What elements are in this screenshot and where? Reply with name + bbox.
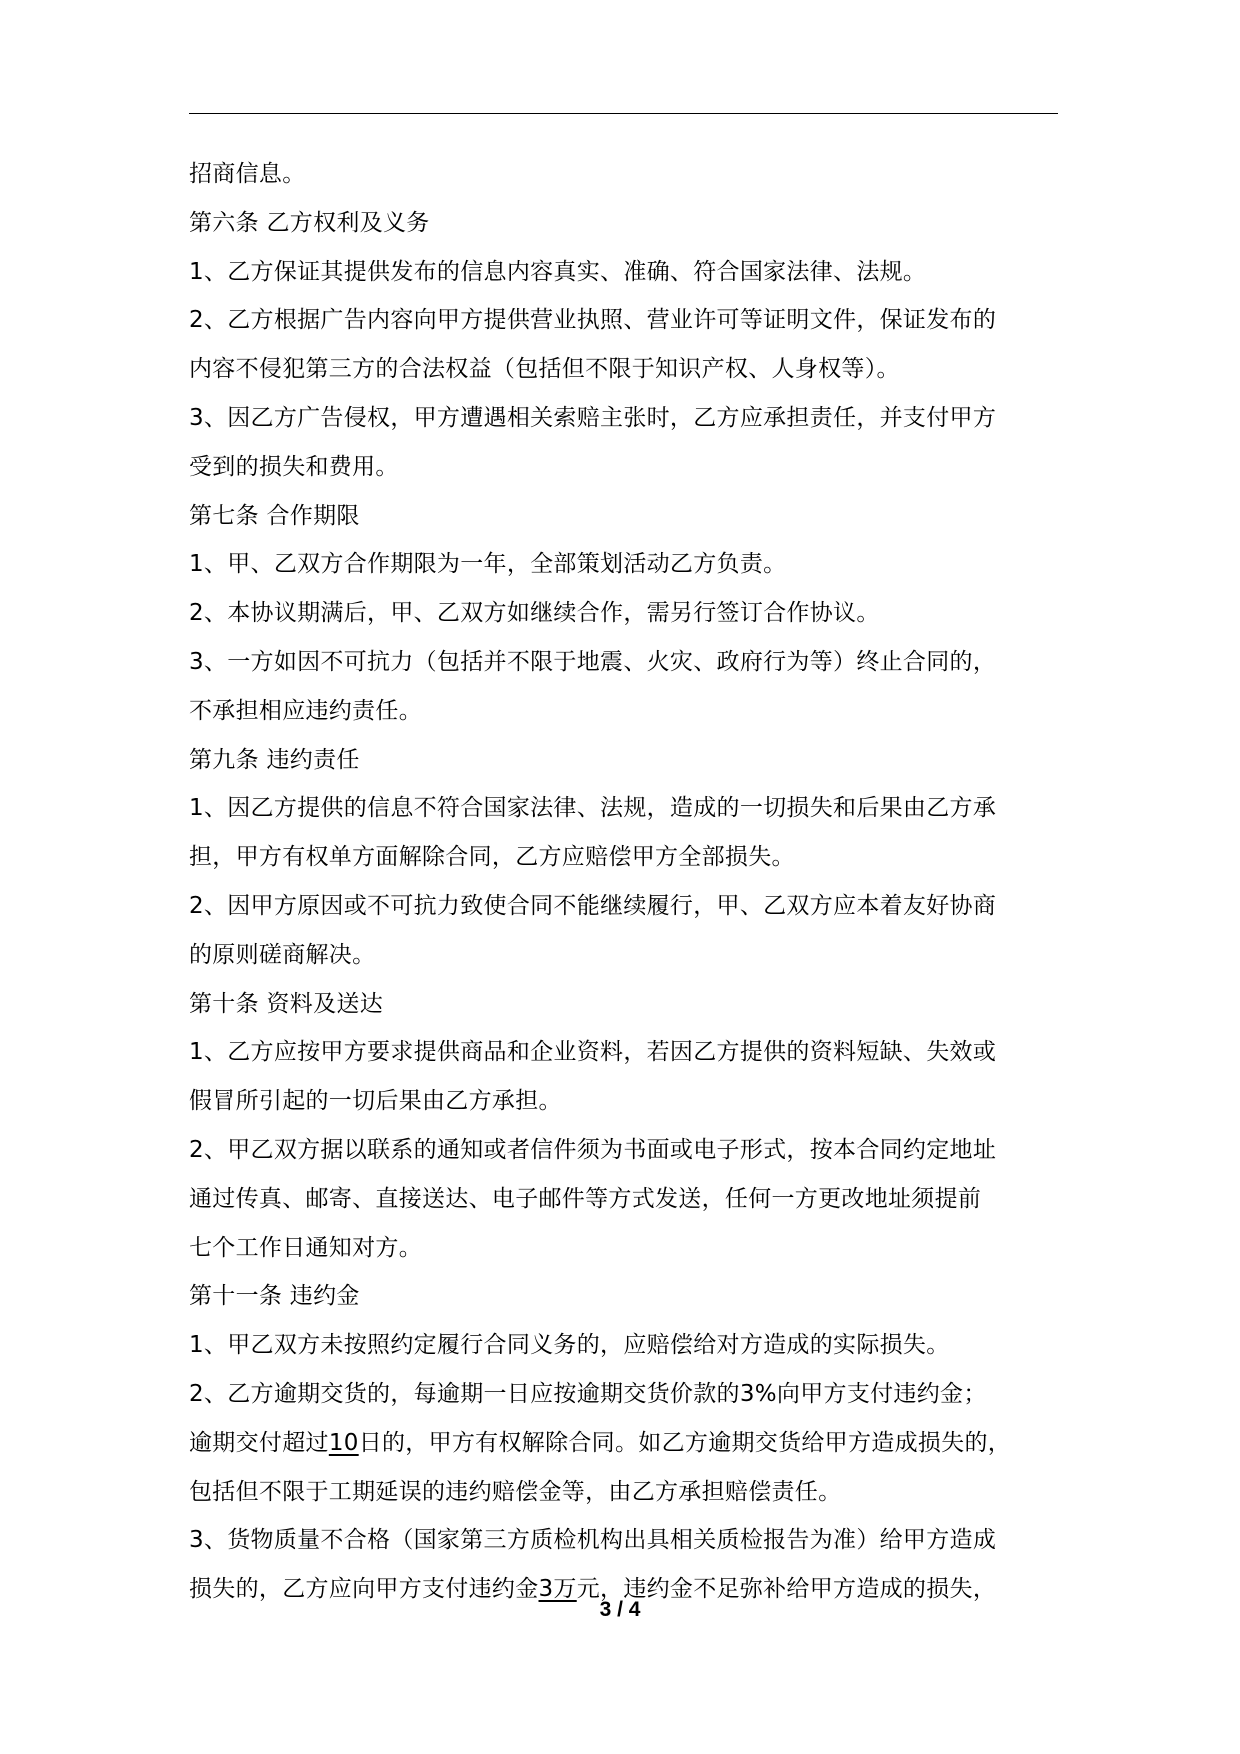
page-number: 3 / 4 [599,1598,641,1621]
text-segment: 元，违约金不足弥补给甲方造成的损失， [576,1576,997,1603]
section-heading: 第十条 资料及送达 [189,990,384,1017]
header-rule [189,113,1058,114]
text-line: 1、甲、乙双方合作期限为一年，全部策划活动乙方负责。 [189,551,787,578]
text-line: 担，甲方有权单方面解除合同，乙方应赔偿甲方全部损失。 [189,844,795,871]
section-heading: 第九条 违约责任 [189,746,360,773]
text-line: 通过传真、邮寄、直接送达、电子邮件等方式发送，任何一方更改地址须提前 [189,1185,982,1212]
underlined-days-value: 10 [328,1429,359,1456]
text-line: 七个工作日通知对方。 [189,1234,422,1261]
text-line: 2、乙方根据广告内容向甲方提供营业执照、营业许可等证明文件，保证发布的 [189,307,997,334]
text-line: 受到的损失和费用。 [189,453,399,480]
section-heading: 第十一条 违约金 [189,1283,360,1310]
underlined-penalty-amount: 3万 [538,1576,577,1603]
text-line: 3、货物质量不合格（国家第三方质检机构出具相关质检报告为准）给甲方造成 [189,1527,997,1554]
text-line: 1、乙方应按甲方要求提供商品和企业资料，若因乙方提供的资料短缺、失效或 [189,1039,997,1066]
section-heading: 第六条 乙方权利及义务 [189,209,430,236]
text-segment: 逾期交付超过 [189,1429,329,1456]
document-body [189,150,1069,1614]
text-segment: 损失的，乙方应向甲方支付违约金 [189,1576,539,1603]
text-line: 2、乙方逾期交货的，每逾期一日应按逾期交货价款的3%向甲方支付违约金； [189,1380,987,1407]
text-line: 1、乙方保证其提供发布的信息内容真实、准确、符合国家法律、法规。 [189,258,927,285]
text-line [189,1419,1069,1468]
text-line: 2、甲乙双方据以联系的通知或者信件须为书面或电子形式，按本合同约定地址 [189,1136,997,1163]
text-line: 2、本协议期满后，甲、乙双方如继续合作，需另行签订合作协议。 [189,600,880,627]
text-line: 3、因乙方广告侵权，甲方遭遇相关索赔主张时，乙方应承担责任，并支付甲方 [189,404,997,431]
text-line: 1、甲乙双方未按照约定履行合同义务的，应赔偿给对方造成的实际损失。 [189,1332,950,1359]
text-line: 1、因乙方提供的信息不符合国家法律、法规，造成的一切损失和后果由乙方承 [189,795,997,822]
text-segment: 日的，甲方有权解除合同。如乙方逾期交货给甲方造成损失的， [358,1429,1012,1456]
text-line: 招商信息。 [189,161,306,187]
text-line: 假冒所引起的一切后果由乙方承担。 [189,1088,562,1115]
section-heading: 第七条 合作期限 [189,502,360,529]
text-line: 3、一方如因不可抗力（包括并不限于地震、火灾、政府行为等）终止合同的， [189,648,997,675]
text-line: 2、因甲方原因或不可抗力致使合同不能继续履行，甲、乙双方应本着友好协商 [189,892,997,919]
text-line: 的原则磋商解决。 [189,941,376,968]
text-line: 包括但不限于工期延误的违约赔偿金等，由乙方承担赔偿责任。 [189,1478,842,1505]
text-line: 不承担相应违约责任。 [189,697,422,724]
text-line: 内容不侵犯第三方的合法权益（包括但不限于知识产权、人身权等）。 [189,356,900,383]
